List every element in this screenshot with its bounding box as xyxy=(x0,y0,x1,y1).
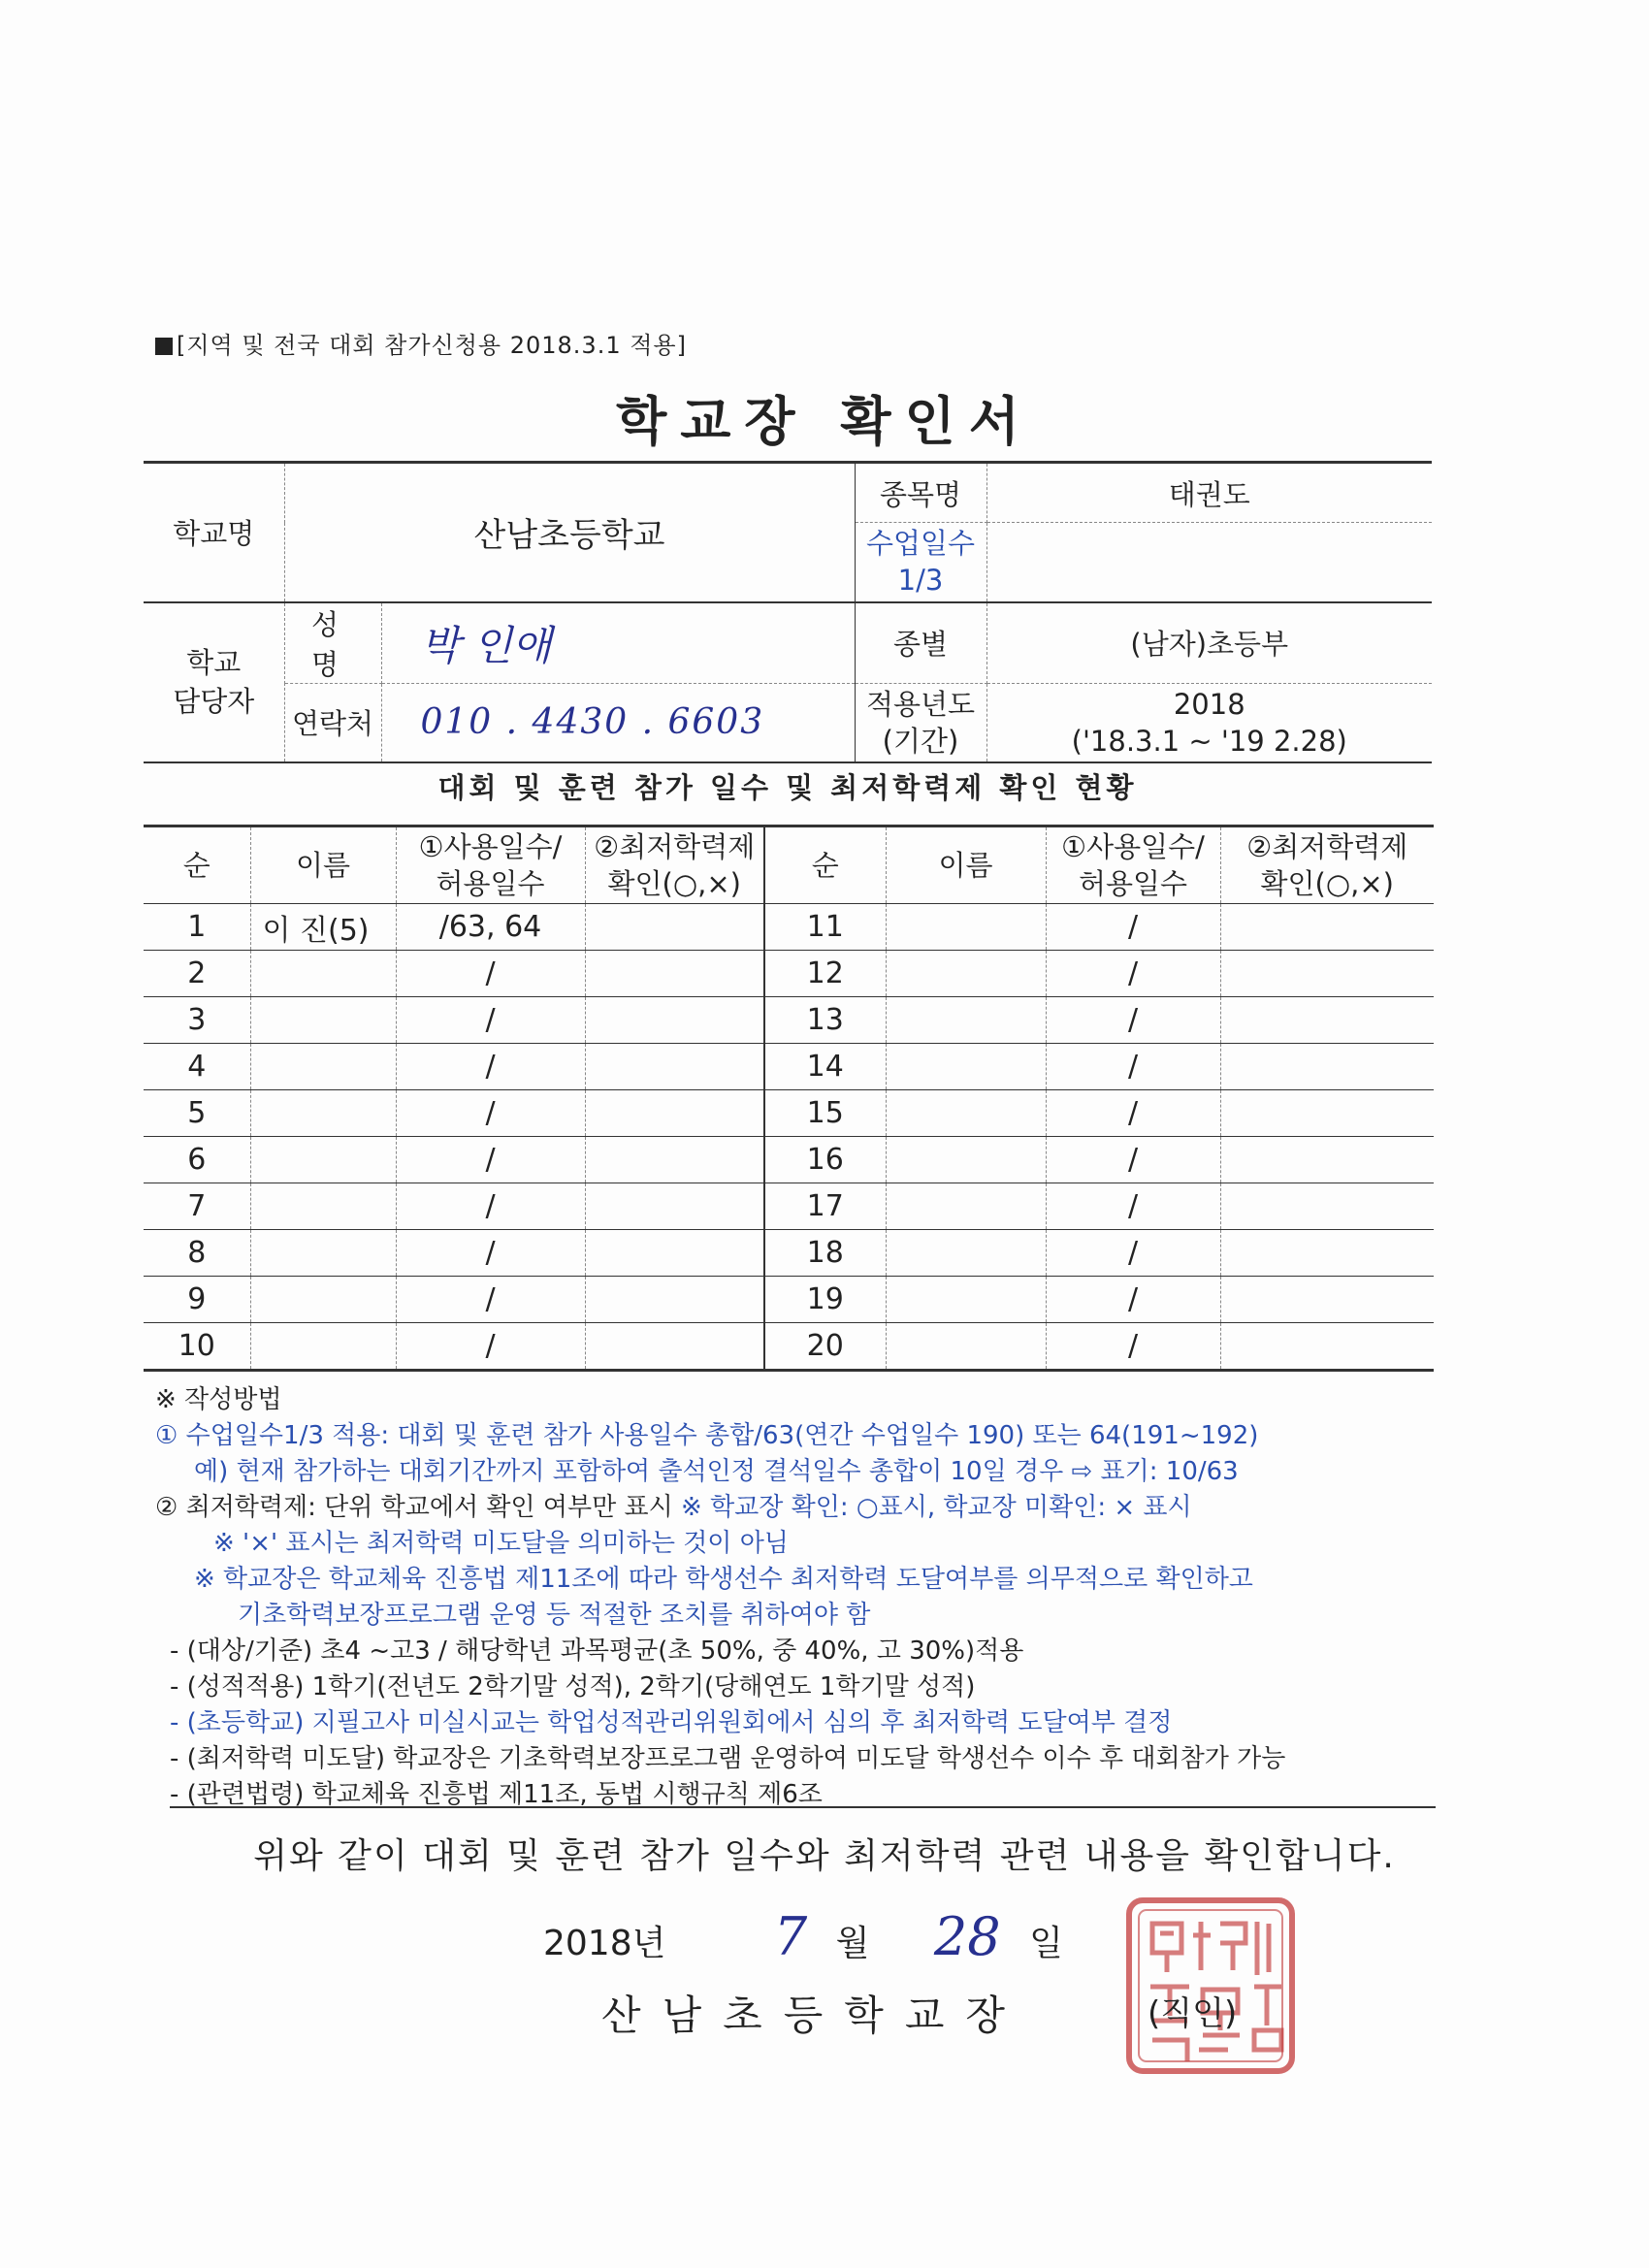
school-value: 산남초등학교 xyxy=(284,463,855,602)
class-days-value xyxy=(986,523,1432,602)
table-cell xyxy=(250,1183,396,1230)
table-cell: 15 xyxy=(764,1090,886,1137)
table-cell: / xyxy=(396,1183,585,1230)
table-cell xyxy=(585,904,764,951)
table-cell xyxy=(250,1230,396,1277)
table-cell: 4 xyxy=(144,1044,250,1090)
table-cell: / xyxy=(396,1230,585,1277)
table-row xyxy=(144,997,1434,1044)
school-label: 학교명 xyxy=(144,463,284,602)
event-label: 종목명 xyxy=(855,463,986,523)
table-cell: / xyxy=(1046,1137,1220,1183)
table-cell: /63, 64 xyxy=(396,904,585,951)
table-cell xyxy=(1220,951,1434,997)
table-cell: / xyxy=(1046,997,1220,1044)
day-value: 28 xyxy=(933,1906,1001,1967)
table-cell: 16 xyxy=(764,1137,886,1183)
date-line: 2018년 7 월 28 일 xyxy=(543,1906,1063,1967)
class-days-label: 수업일수 1/3 xyxy=(855,523,986,602)
table-cell: / xyxy=(1046,1044,1220,1090)
table-header-row xyxy=(144,826,1434,904)
participation-table xyxy=(144,825,1434,1372)
detail-target: - (대상/기준) 초4 ~고3 / 해당학년 과목평균(초 50%, 중 40%, 고 30%)적용 xyxy=(170,1636,1024,1666)
instructions xyxy=(155,1382,1445,1813)
table-cell: 7 xyxy=(144,1183,250,1230)
table-cell xyxy=(585,1277,764,1323)
table-cell: / xyxy=(396,1044,585,1090)
detail-law: - (관련법령) 학교체육 진흥법 제11조, 동법 시행규칙 제6조 xyxy=(170,1780,823,1809)
official-seal-icon xyxy=(1123,1895,1298,2077)
table-cell: 1 xyxy=(144,904,250,951)
table-cell: / xyxy=(396,1323,585,1371)
note-2b: ※ '×' 표시는 최저학력 미도달을 의미하는 것이 아님 xyxy=(213,1529,789,1558)
table-cell: 8 xyxy=(144,1230,250,1277)
table-cell: 5 xyxy=(144,1090,250,1137)
table-cell: 3 xyxy=(144,997,250,1044)
confirmation-text: 위와 같이 대회 및 훈련 참가 일수와 최저학력 관련 내용을 확인합니다. xyxy=(253,1836,1396,1876)
table-cell xyxy=(585,997,764,1044)
column-header: 순 xyxy=(144,826,250,904)
table-cell xyxy=(886,1277,1046,1323)
table-cell: / xyxy=(1046,904,1220,951)
table-cell xyxy=(886,1044,1046,1090)
table-cell: 11 xyxy=(764,904,886,951)
note-1b: 예) 현재 참가하는 대회기간까지 포함하여 출석인정 결석일수 총합이 10일 경우 ⇨ 표기: 10/63 xyxy=(194,1457,1239,1486)
notes-heading: ※ 작성방법 xyxy=(155,1385,282,1414)
name-value: 박 인애 xyxy=(381,602,855,684)
note-2c: ※ 학교장은 학교체육 진흥법 제11조에 따라 학생선수 최저학력 도달여부를 의무적으로 확인하고 xyxy=(194,1565,1253,1594)
table-cell xyxy=(886,951,1046,997)
table-cell xyxy=(1220,1277,1434,1323)
column-header: ②최저학력제 확인(○,×) xyxy=(1220,826,1434,904)
table-cell: 17 xyxy=(764,1183,886,1230)
month-value: 7 xyxy=(773,1906,808,1967)
table-cell xyxy=(1220,1044,1434,1090)
table-cell xyxy=(585,1090,764,1137)
manager-label: 학교 담당자 xyxy=(144,602,284,763)
table-cell: / xyxy=(396,951,585,997)
detail-elementary: - (초등학교) 지필고사 미실시교는 학업성적관리위원회에서 심의 후 최저학력 도달여부 결정 xyxy=(170,1708,1173,1737)
category-value: (남자)초등부 xyxy=(986,602,1432,684)
table-cell xyxy=(250,1277,396,1323)
table-row xyxy=(144,1137,1434,1183)
table-cell: / xyxy=(1046,1183,1220,1230)
table-cell: / xyxy=(396,997,585,1044)
table-cell xyxy=(886,904,1046,951)
table-cell: 10 xyxy=(144,1323,250,1371)
column-header: 이름 xyxy=(250,826,396,904)
table-cell: 20 xyxy=(764,1323,886,1371)
note-2a: ② 최저학력제: 단위 학교에서 확인 여부만 표시 ※ 학교장 확인: ○표시, 학교장 미확인: × 표시 xyxy=(155,1493,1192,1522)
year-label: 적용년도 (기간) xyxy=(855,683,986,762)
table-cell xyxy=(886,1183,1046,1230)
name-label: 성 명 xyxy=(284,602,381,684)
table-cell: / xyxy=(1046,1277,1220,1323)
table-cell xyxy=(250,951,396,997)
table-cell: / xyxy=(396,1277,585,1323)
grid-subtitle: 대회 및 훈련 참가 일수 및 최저학력제 확인 현황 xyxy=(437,771,1138,804)
stamp-label: (직인) xyxy=(1148,1994,1238,2033)
table-cell xyxy=(886,997,1046,1044)
table-cell: / xyxy=(1046,1090,1220,1137)
category-label: 종별 xyxy=(855,602,986,684)
table-cell xyxy=(886,1090,1046,1137)
table-cell: / xyxy=(1046,951,1220,997)
table-cell xyxy=(886,1323,1046,1371)
table-cell xyxy=(1220,997,1434,1044)
principal-name: 산남초등학교장 xyxy=(601,1992,1027,2039)
square-bullet-icon xyxy=(155,338,173,355)
table-cell xyxy=(585,1183,764,1230)
column-header: ①사용일수/ 허용일수 xyxy=(1046,826,1220,904)
table-cell: / xyxy=(396,1090,585,1137)
table-cell: 18 xyxy=(764,1230,886,1277)
table-cell xyxy=(585,1230,764,1277)
table-cell xyxy=(1220,904,1434,951)
table-row xyxy=(144,1323,1434,1371)
table-cell xyxy=(250,1137,396,1183)
table-cell xyxy=(585,951,764,997)
table-row xyxy=(144,1230,1434,1277)
form-tag: [지역 및 전국 대회 참가신청용 2018.3.1 적용] xyxy=(155,326,687,360)
table-row xyxy=(144,1090,1434,1137)
table-cell xyxy=(1220,1137,1434,1183)
table-cell xyxy=(886,1137,1046,1183)
table-cell: 13 xyxy=(764,997,886,1044)
table-cell xyxy=(1220,1183,1434,1230)
table-cell: / xyxy=(396,1137,585,1183)
table-cell: 2 xyxy=(144,951,250,997)
table-cell: 이 진(5) xyxy=(250,904,396,951)
detail-grades: - (성적적용) 1학기(전년도 2학기말 성적), 2학기(당해연도 1학기말 성적) xyxy=(170,1672,976,1701)
table-row xyxy=(144,1277,1434,1323)
table-cell xyxy=(250,1044,396,1090)
table-cell xyxy=(1220,1323,1434,1371)
column-header: 순 xyxy=(764,826,886,904)
table-cell: 6 xyxy=(144,1137,250,1183)
table-row xyxy=(144,951,1434,997)
note-2d: 기초학력보장프로그램 운영 등 적절한 조치를 취하여야 함 xyxy=(238,1601,871,1630)
column-header: 이름 xyxy=(886,826,1046,904)
contact-value: 010 . 4430 . 6603 xyxy=(381,683,855,762)
info-table xyxy=(144,461,1432,763)
table-cell xyxy=(250,1323,396,1371)
table-cell: / xyxy=(1046,1323,1220,1371)
table-cell xyxy=(1220,1090,1434,1137)
table-cell xyxy=(585,1137,764,1183)
table-cell xyxy=(1220,1230,1434,1277)
table-cell: 12 xyxy=(764,951,886,997)
year-value: 2018 ('18.3.1 ~ '19 2.28) xyxy=(986,683,1432,762)
table-cell xyxy=(250,997,396,1044)
table-cell xyxy=(585,1044,764,1090)
table-row xyxy=(144,1183,1434,1230)
note-1a: ① 수업일수1/3 적용: 대회 및 훈련 참가 사용일수 총합/63(연간 수업일수 190) 또는 64(191~192) xyxy=(155,1421,1259,1450)
event-value: 태권도 xyxy=(986,463,1432,523)
participation-table-body xyxy=(144,826,1434,1371)
column-header: ②최저학력제 확인(○,×) xyxy=(585,826,764,904)
contact-label: 연락처 xyxy=(284,683,381,762)
table-cell xyxy=(886,1230,1046,1277)
table-row xyxy=(144,904,1434,951)
table-cell: / xyxy=(1046,1230,1220,1277)
column-header: ①사용일수/ 허용일수 xyxy=(396,826,585,904)
detail-not-reached: - (최저학력 미도달) 학교장은 기초학력보장프로그램 운영하여 미도달 학생선수 이수 후 대회참가 가능 xyxy=(170,1744,1286,1773)
table-cell: 14 xyxy=(764,1044,886,1090)
table-cell xyxy=(585,1323,764,1371)
table-cell: 19 xyxy=(764,1277,886,1323)
table-cell: 9 xyxy=(144,1277,250,1323)
table-cell xyxy=(250,1090,396,1137)
table-row xyxy=(144,1044,1434,1090)
page-title: 학교장 확인서 xyxy=(616,391,1033,452)
notes-divider xyxy=(170,1806,1436,1808)
